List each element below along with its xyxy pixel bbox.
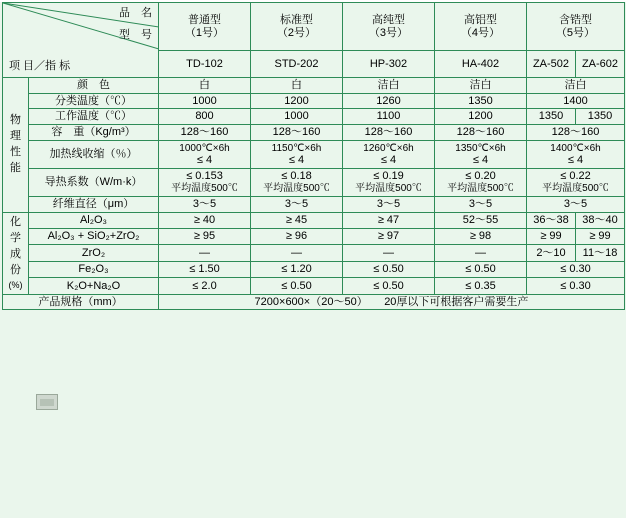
cell-bulk-density-5: 128～160	[527, 124, 625, 140]
section-label-chemical-unit: (%)	[8, 279, 23, 290]
cell-k2o-na2o-5: ≤ 0.30	[527, 278, 625, 294]
cell-fiber-diameter-4: 3～5	[435, 197, 527, 213]
table-row-al2o3	[3, 212, 625, 228]
product-name-text-2: 标准型	[280, 14, 313, 26]
header-label-item: 项 目／指 标	[9, 60, 71, 73]
cell-product-specification-value: 7200×600×（20～50） 20厚以下可根据客户需要生产	[159, 294, 625, 310]
cell-fe2o3-4: ≤ 0.50	[435, 261, 527, 277]
row-label-bulk-density: 容 重（Kg/m³）	[29, 124, 159, 140]
table-row-color	[3, 78, 625, 94]
cell-al2o3-4: 52～55	[435, 212, 527, 228]
cell-bulk-density-2: 128～160	[251, 124, 343, 140]
cell-al2o3-3: ≥ 47	[343, 212, 435, 228]
table-row-bulk-density	[3, 124, 625, 140]
cell-al2o3-1: ≥ 40	[159, 212, 251, 228]
cell-zro2-5b: 11～18	[576, 245, 625, 261]
header-label-product-name: 品 名	[119, 7, 152, 19]
cell-heating-shrinkage-4	[435, 140, 527, 168]
product-name-text-5: 含锆型	[559, 14, 592, 26]
table-row-classification-temperature	[3, 93, 625, 109]
cell-working-temperature-4: 1200	[435, 109, 527, 125]
cell-color-2: 白	[251, 78, 343, 94]
cell-thermal-conductivity-4	[435, 168, 527, 196]
cell-k2o-na2o-1: ≤ 2.0	[159, 278, 251, 294]
cell-fiber-diameter-1: 3～5	[159, 197, 251, 213]
cell-heating-shrinkage-3-condition: 1260℃×6h	[363, 142, 414, 154]
cell-heating-shrinkage-1	[159, 140, 251, 168]
product-name-text-1: 普通型	[188, 14, 221, 26]
section-label-physical-char-4: 能	[10, 161, 21, 174]
cell-thermal-conductivity-2-value: ≤ 0.18	[281, 169, 312, 182]
cell-fiber-diameter-3: 3～5	[343, 197, 435, 213]
cell-working-temperature-5a: 1350	[527, 109, 576, 125]
cell-k2o-na2o-2: ≤ 0.50	[251, 278, 343, 294]
product-code-text-2: （2号）	[276, 26, 317, 39]
row-label-zro2: ZrO₂	[29, 245, 159, 261]
cell-al2o3-5a: 36～38	[527, 212, 576, 228]
row-label-working-temperature: 工作温度（℃）	[29, 109, 159, 125]
cell-al2o3-sio2-zro2-4: ≥ 98	[435, 229, 527, 245]
cell-fe2o3-1: ≤ 1.50	[159, 261, 251, 277]
product-model-1: TD-102	[159, 51, 251, 78]
cell-fe2o3-2: ≤ 1.20	[251, 261, 343, 277]
product-name-3	[343, 3, 435, 51]
cell-fe2o3-5: ≤ 0.30	[527, 261, 625, 277]
table-row-product-specification	[3, 294, 625, 310]
table-row-fiber-diameter	[3, 197, 625, 213]
cell-k2o-na2o-4: ≤ 0.35	[435, 278, 527, 294]
cell-heating-shrinkage-3-value: ≤ 4	[380, 154, 397, 167]
cell-al2o3-sio2-zro2-3: ≥ 97	[343, 229, 435, 245]
section-label-chemical-char-4: 份	[10, 263, 21, 276]
specification-table	[2, 2, 625, 310]
cell-thermal-conductivity-2	[251, 168, 343, 196]
section-label-physical-char-2: 理	[10, 129, 21, 142]
cell-classification-temperature-4: 1350	[435, 93, 527, 109]
cell-zro2-4: —	[435, 245, 527, 261]
product-name-2	[251, 3, 343, 51]
cell-fe2o3-3: ≤ 0.50	[343, 261, 435, 277]
cell-thermal-conductivity-1	[159, 168, 251, 196]
cell-classification-temperature-2: 1200	[251, 93, 343, 109]
row-label-classification-temperature: 分类温度（℃）	[29, 93, 159, 109]
cell-al2o3-sio2-zro2-5b: ≥ 99	[576, 229, 625, 245]
cell-heating-shrinkage-5-value: ≤ 4	[567, 154, 584, 167]
cell-zro2-1: —	[159, 245, 251, 261]
cell-al2o3-sio2-zro2-2: ≥ 96	[251, 229, 343, 245]
row-label-k2o-na2o: K₂O+Na₂O	[29, 278, 159, 294]
spec-sheet	[0, 2, 626, 518]
product-model-3: HP-302	[343, 51, 435, 78]
row-label-fiber-diameter: 纤维直径（μm）	[29, 197, 159, 213]
table-row-heating-shrinkage	[3, 140, 625, 168]
product-code-text-1: （1号）	[184, 26, 225, 39]
product-name-4	[435, 3, 527, 51]
cell-zro2-3: —	[343, 245, 435, 261]
product-name-text-3: 高纯型	[372, 14, 405, 26]
product-model-5a: ZA-502	[527, 51, 576, 78]
cell-al2o3-5b: 38～40	[576, 212, 625, 228]
section-label-chemical-char-3: 成	[10, 247, 21, 260]
cell-color-4: 洁白	[435, 78, 527, 94]
cell-thermal-conductivity-4-value: ≤ 0.20	[465, 169, 496, 182]
cell-heating-shrinkage-4-condition: 1350℃×6h	[455, 142, 506, 154]
row-label-al2o3: Al₂O₃	[29, 212, 159, 228]
cell-classification-temperature-3: 1260	[343, 93, 435, 109]
cell-working-temperature-1: 800	[159, 109, 251, 125]
cell-heating-shrinkage-5-condition: 1400℃×6h	[550, 142, 601, 154]
cell-classification-temperature-1: 1000	[159, 93, 251, 109]
cell-heating-shrinkage-3	[343, 140, 435, 168]
cell-heating-shrinkage-1-condition: 1000℃×6h	[179, 142, 230, 154]
cell-working-temperature-3: 1100	[343, 109, 435, 125]
row-label-al2o3-sio2-zro2: Al₂O₃ + SiO₂+ZrO₂	[29, 229, 159, 245]
cell-thermal-conductivity-1-value: ≤ 0.153	[186, 169, 223, 182]
header-row-product-name	[3, 3, 625, 51]
table-row-fe2o3	[3, 261, 625, 277]
table-row-thermal-conductivity	[3, 168, 625, 196]
cell-bulk-density-4: 128～160	[435, 124, 527, 140]
product-code-text-3: （3号）	[368, 26, 409, 39]
cell-thermal-conductivity-1-condition: 平均温度500℃	[171, 183, 238, 195]
cell-color-1: 白	[159, 78, 251, 94]
corner-diagonal-box	[3, 3, 158, 77]
row-label-product-specification: 产品规格（mm）	[3, 294, 159, 310]
row-label-heating-shrinkage: 加热线收缩（％）	[29, 140, 159, 168]
cell-thermal-conductivity-3-value: ≤ 0.19	[373, 169, 404, 182]
image-placeholder-icon	[36, 394, 58, 410]
cell-al2o3-2: ≥ 45	[251, 212, 343, 228]
header-corner-cell	[3, 3, 159, 78]
section-label-physical	[3, 78, 29, 213]
cell-heating-shrinkage-2-condition: 1150℃×6h	[271, 142, 322, 154]
cell-fiber-diameter-5: 3～5	[527, 197, 625, 213]
product-name-1	[159, 3, 251, 51]
cell-heating-shrinkage-4-value: ≤ 4	[472, 154, 489, 167]
cell-thermal-conductivity-5-value: ≤ 0.22	[560, 169, 591, 182]
product-code-text-5: （5号）	[555, 26, 596, 39]
product-name-text-4: 高铝型	[464, 14, 497, 26]
product-model-4: HA-402	[435, 51, 527, 78]
cell-heating-shrinkage-2-value: ≤ 4	[288, 154, 305, 167]
cell-al2o3-sio2-zro2-5a: ≥ 99	[527, 229, 576, 245]
cell-thermal-conductivity-5-condition: 平均温度500℃	[542, 183, 609, 195]
section-label-chemical-char-2: 学	[10, 231, 21, 244]
cell-al2o3-sio2-zro2-1: ≥ 95	[159, 229, 251, 245]
table-row-al2o3-sio2-zro2	[3, 229, 625, 245]
cell-thermal-conductivity-5	[527, 168, 625, 196]
cell-bulk-density-1: 128～160	[159, 124, 251, 140]
product-code-text-4: （4号）	[460, 26, 501, 39]
table-row-k2o-na2o	[3, 278, 625, 294]
product-model-5b: ZA-602	[576, 51, 625, 78]
cell-heating-shrinkage-1-value: ≤ 4	[196, 154, 213, 167]
section-label-physical-char-1: 物	[10, 114, 21, 126]
cell-thermal-conductivity-2-condition: 平均温度500℃	[263, 183, 330, 195]
row-label-fe2o3: Fe₂O₃	[29, 261, 159, 277]
cell-fiber-diameter-2: 3～5	[251, 197, 343, 213]
section-label-chemical	[3, 212, 29, 294]
cell-working-temperature-2: 1000	[251, 109, 343, 125]
cell-color-3: 洁白	[343, 78, 435, 94]
cell-heating-shrinkage-5	[527, 140, 625, 168]
table-row-zro2	[3, 245, 625, 261]
cell-working-temperature-5b: 1350	[576, 109, 625, 125]
cell-thermal-conductivity-4-condition: 平均温度500℃	[447, 183, 514, 195]
cell-classification-temperature-5: 1400	[527, 93, 625, 109]
section-label-chemical-char-1: 化	[10, 215, 21, 228]
cell-heating-shrinkage-2	[251, 140, 343, 168]
cell-zro2-5a: 2～10	[527, 245, 576, 261]
row-label-color: 颜 色	[29, 78, 159, 94]
product-name-5	[527, 3, 625, 51]
cell-thermal-conductivity-3-condition: 平均温度500℃	[355, 183, 422, 195]
cell-bulk-density-3: 128～160	[343, 124, 435, 140]
row-label-thermal-conductivity: 导热系数（W/m·k）	[29, 168, 159, 196]
cell-color-5: 洁白	[527, 78, 625, 94]
section-label-physical-char-3: 性	[10, 145, 21, 158]
header-label-model: 型 号	[119, 29, 152, 41]
cell-thermal-conductivity-3	[343, 168, 435, 196]
table-row-working-temperature	[3, 109, 625, 125]
cell-zro2-2: —	[251, 245, 343, 261]
product-model-2: STD-202	[251, 51, 343, 78]
cell-k2o-na2o-3: ≤ 0.50	[343, 278, 435, 294]
